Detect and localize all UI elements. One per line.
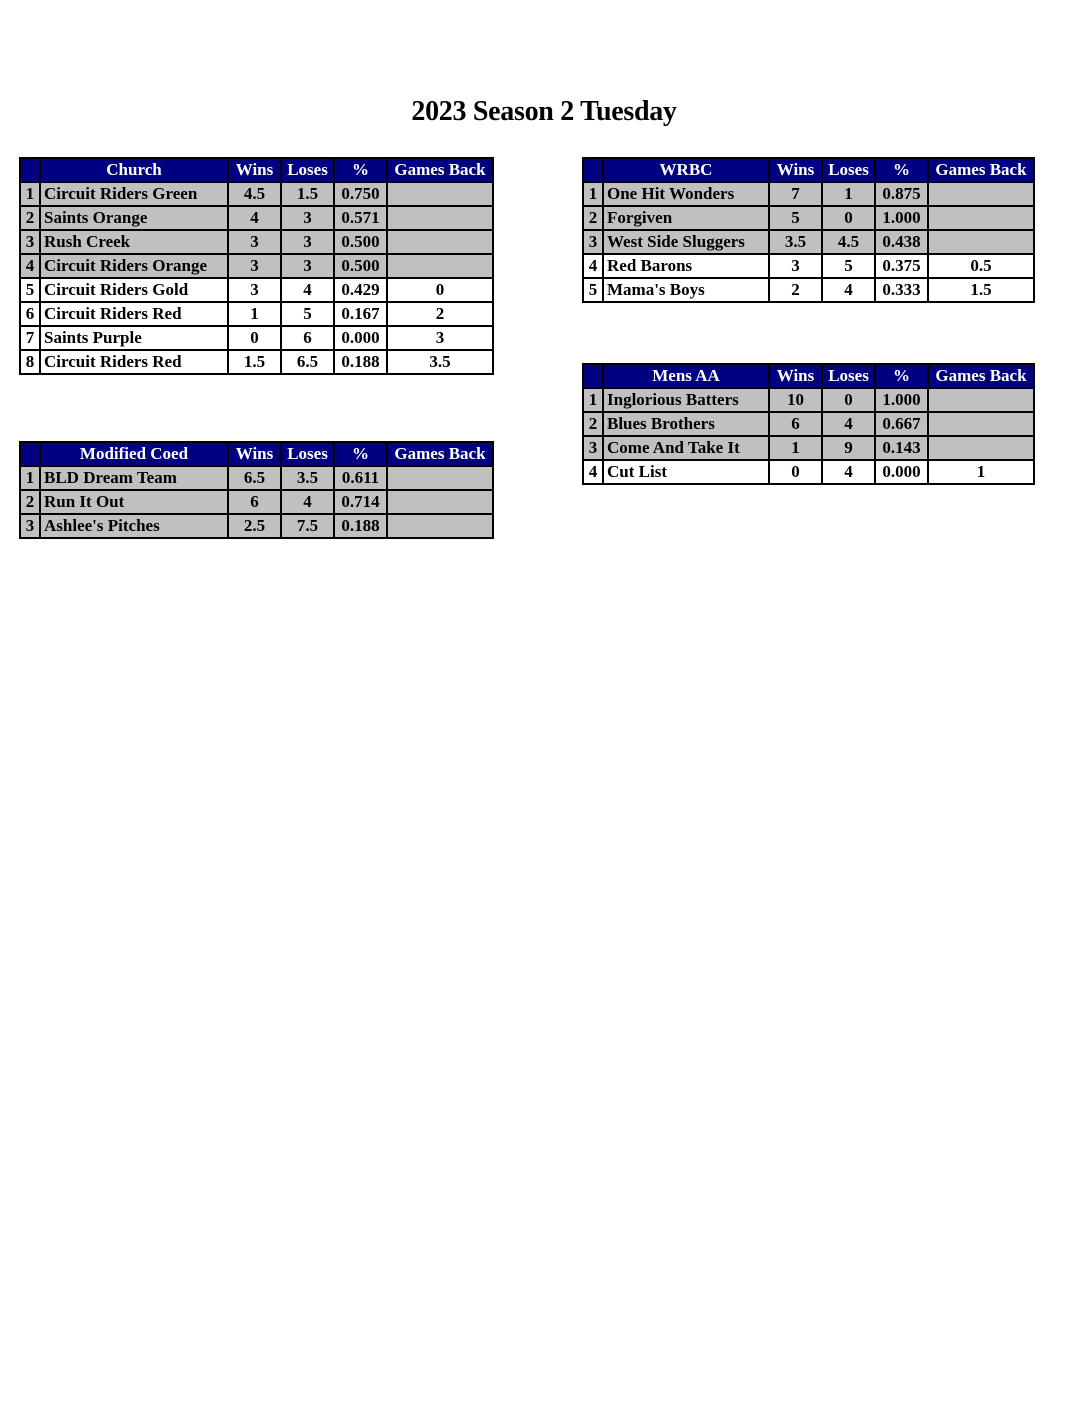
loses-cell: 1 xyxy=(822,182,875,206)
table-row xyxy=(583,388,1034,412)
pct-cell: 0.611 xyxy=(334,466,387,490)
loses-cell: 3 xyxy=(281,230,334,254)
pct-cell: 0.333 xyxy=(875,278,928,302)
pct-cell: 0.667 xyxy=(875,412,928,436)
rank-header xyxy=(20,442,40,466)
team-cell: Forgiven xyxy=(603,206,769,230)
wins-cell: 1.5 xyxy=(228,350,281,374)
games-back-cell xyxy=(928,412,1034,436)
loses-cell: 0 xyxy=(822,388,875,412)
loses-cell: 4 xyxy=(281,278,334,302)
loses-cell: 3 xyxy=(281,206,334,230)
pct-header: % xyxy=(875,364,928,388)
wins-cell: 1 xyxy=(769,436,822,460)
league-header: Church xyxy=(40,158,228,182)
rank-cell: 4 xyxy=(583,254,603,278)
wins-header: Wins xyxy=(769,158,822,182)
loses-header: Loses xyxy=(281,442,334,466)
team-cell: Circuit Riders Red xyxy=(40,350,228,374)
wins-cell: 4 xyxy=(228,206,281,230)
loses-cell: 5 xyxy=(822,254,875,278)
games-back-cell: 3 xyxy=(387,326,493,350)
standings-table-church xyxy=(19,157,494,375)
loses-header: Loses xyxy=(822,158,875,182)
table-row xyxy=(583,460,1034,484)
pct-cell: 0.429 xyxy=(334,278,387,302)
games-back-cell: 2 xyxy=(387,302,493,326)
rank-cell: 3 xyxy=(20,230,40,254)
table-header-row xyxy=(20,442,493,466)
loses-cell: 1.5 xyxy=(281,182,334,206)
wins-cell: 6.5 xyxy=(228,466,281,490)
table-row xyxy=(20,466,493,490)
games-back-cell xyxy=(387,514,493,538)
games-back-cell xyxy=(928,388,1034,412)
rank-cell: 4 xyxy=(583,460,603,484)
wins-cell: 0 xyxy=(769,460,822,484)
standings-table-wrbc xyxy=(582,157,1035,303)
pct-cell: 0.188 xyxy=(334,350,387,374)
games-back-cell: 3.5 xyxy=(387,350,493,374)
rank-cell: 1 xyxy=(20,182,40,206)
wins-cell: 1 xyxy=(228,302,281,326)
league-header: Mens AA xyxy=(603,364,769,388)
wins-cell: 5 xyxy=(769,206,822,230)
rank-header xyxy=(20,158,40,182)
games-back-cell xyxy=(387,466,493,490)
pct-cell: 0.188 xyxy=(334,514,387,538)
wins-cell: 6 xyxy=(228,490,281,514)
pct-cell: 0.375 xyxy=(875,254,928,278)
table-header-row xyxy=(583,158,1034,182)
table-row xyxy=(583,436,1034,460)
table-row xyxy=(20,490,493,514)
rank-cell: 2 xyxy=(20,206,40,230)
games-back-header: Games Back xyxy=(387,158,493,182)
table-row xyxy=(583,412,1034,436)
loses-cell: 6 xyxy=(281,326,334,350)
pct-cell: 0.000 xyxy=(334,326,387,350)
team-cell: Cut List xyxy=(603,460,769,484)
table-row xyxy=(20,302,493,326)
rank-cell: 8 xyxy=(20,350,40,374)
table-row xyxy=(20,514,493,538)
wins-cell: 3 xyxy=(228,278,281,302)
team-cell: Circuit Riders Gold xyxy=(40,278,228,302)
games-back-header: Games Back xyxy=(928,364,1034,388)
pct-cell: 0.000 xyxy=(875,460,928,484)
loses-cell: 4 xyxy=(822,460,875,484)
games-back-cell xyxy=(387,254,493,278)
games-back-header: Games Back xyxy=(387,442,493,466)
games-back-cell xyxy=(928,206,1034,230)
team-cell: Saints Purple xyxy=(40,326,228,350)
rank-cell: 5 xyxy=(583,278,603,302)
rank-header xyxy=(583,158,603,182)
standings-table-mens-aa xyxy=(582,363,1035,485)
table-row xyxy=(583,182,1034,206)
pct-cell: 1.000 xyxy=(875,206,928,230)
loses-cell: 4 xyxy=(822,278,875,302)
table-row xyxy=(583,254,1034,278)
games-back-cell xyxy=(928,230,1034,254)
rank-cell: 1 xyxy=(583,388,603,412)
table-row xyxy=(20,350,493,374)
table-row xyxy=(20,230,493,254)
team-cell: Saints Orange xyxy=(40,206,228,230)
team-cell: BLD Dream Team xyxy=(40,466,228,490)
rank-cell: 4 xyxy=(20,254,40,278)
team-cell: Run It Out xyxy=(40,490,228,514)
loses-cell: 5 xyxy=(281,302,334,326)
rank-cell: 1 xyxy=(583,182,603,206)
table-row xyxy=(583,230,1034,254)
wins-cell: 3 xyxy=(769,254,822,278)
loses-cell: 6.5 xyxy=(281,350,334,374)
rank-cell: 2 xyxy=(583,412,603,436)
rank-cell: 3 xyxy=(20,514,40,538)
games-back-cell xyxy=(928,182,1034,206)
wins-cell: 6 xyxy=(769,412,822,436)
team-cell: Come And Take It xyxy=(603,436,769,460)
table-row xyxy=(583,278,1034,302)
loses-cell: 4 xyxy=(822,412,875,436)
pct-cell: 0.143 xyxy=(875,436,928,460)
pct-cell: 0.438 xyxy=(875,230,928,254)
games-back-cell xyxy=(387,182,493,206)
team-cell: Rush Creek xyxy=(40,230,228,254)
rank-cell: 3 xyxy=(583,230,603,254)
team-cell: Red Barons xyxy=(603,254,769,278)
league-header: Modified Coed xyxy=(40,442,228,466)
loses-cell: 7.5 xyxy=(281,514,334,538)
table-row xyxy=(20,278,493,302)
loses-cell: 4.5 xyxy=(822,230,875,254)
team-cell: Ashlee's Pitches xyxy=(40,514,228,538)
wins-cell: 0 xyxy=(228,326,281,350)
rank-cell: 2 xyxy=(583,206,603,230)
pct-cell: 0.571 xyxy=(334,206,387,230)
wins-header: Wins xyxy=(769,364,822,388)
team-cell: West Side Sluggers xyxy=(603,230,769,254)
loses-header: Loses xyxy=(822,364,875,388)
games-back-cell xyxy=(387,206,493,230)
games-back-cell: 1 xyxy=(928,460,1034,484)
loses-cell: 4 xyxy=(281,490,334,514)
pct-cell: 0.875 xyxy=(875,182,928,206)
pct-header: % xyxy=(334,442,387,466)
team-cell: Circuit Riders Green xyxy=(40,182,228,206)
loses-header: Loses xyxy=(281,158,334,182)
table-row xyxy=(20,326,493,350)
games-back-cell: 0.5 xyxy=(928,254,1034,278)
league-header: WRBC xyxy=(603,158,769,182)
games-back-cell xyxy=(387,230,493,254)
wins-cell: 4.5 xyxy=(228,182,281,206)
games-back-cell xyxy=(387,490,493,514)
rank-cell: 3 xyxy=(583,436,603,460)
pct-cell: 0.500 xyxy=(334,230,387,254)
table-row xyxy=(20,206,493,230)
table-header-row xyxy=(20,158,493,182)
rank-header xyxy=(583,364,603,388)
wins-cell: 7 xyxy=(769,182,822,206)
games-back-cell: 1.5 xyxy=(928,278,1034,302)
table-row xyxy=(20,182,493,206)
team-cell: Inglorious Batters xyxy=(603,388,769,412)
loses-cell: 3 xyxy=(281,254,334,278)
team-cell: Circuit Riders Red xyxy=(40,302,228,326)
games-back-header: Games Back xyxy=(928,158,1034,182)
pct-cell: 0.750 xyxy=(334,182,387,206)
rank-cell: 6 xyxy=(20,302,40,326)
pct-header: % xyxy=(334,158,387,182)
rank-cell: 2 xyxy=(20,490,40,514)
rank-cell: 5 xyxy=(20,278,40,302)
team-cell: One Hit Wonders xyxy=(603,182,769,206)
wins-cell: 3 xyxy=(228,254,281,278)
wins-cell: 10 xyxy=(769,388,822,412)
team-cell: Mama's Boys xyxy=(603,278,769,302)
table-row xyxy=(583,206,1034,230)
pct-cell: 0.714 xyxy=(334,490,387,514)
team-cell: Blues Brothers xyxy=(603,412,769,436)
wins-cell: 2.5 xyxy=(228,514,281,538)
wins-cell: 2 xyxy=(769,278,822,302)
team-cell: Circuit Riders Orange xyxy=(40,254,228,278)
page-title: 2023 Season 2 Tuesday xyxy=(411,96,677,127)
loses-cell: 3.5 xyxy=(281,466,334,490)
pct-header: % xyxy=(875,158,928,182)
pct-cell: 0.167 xyxy=(334,302,387,326)
standings-table-modified-coed xyxy=(19,441,494,539)
table-row xyxy=(20,254,493,278)
games-back-cell xyxy=(928,436,1034,460)
wins-header: Wins xyxy=(228,442,281,466)
rank-cell: 1 xyxy=(20,466,40,490)
loses-cell: 9 xyxy=(822,436,875,460)
wins-cell: 3.5 xyxy=(769,230,822,254)
rank-cell: 7 xyxy=(20,326,40,350)
pct-cell: 1.000 xyxy=(875,388,928,412)
loses-cell: 0 xyxy=(822,206,875,230)
pct-cell: 0.500 xyxy=(334,254,387,278)
wins-cell: 3 xyxy=(228,230,281,254)
wins-header: Wins xyxy=(228,158,281,182)
games-back-cell: 0 xyxy=(387,278,493,302)
table-header-row xyxy=(583,364,1034,388)
